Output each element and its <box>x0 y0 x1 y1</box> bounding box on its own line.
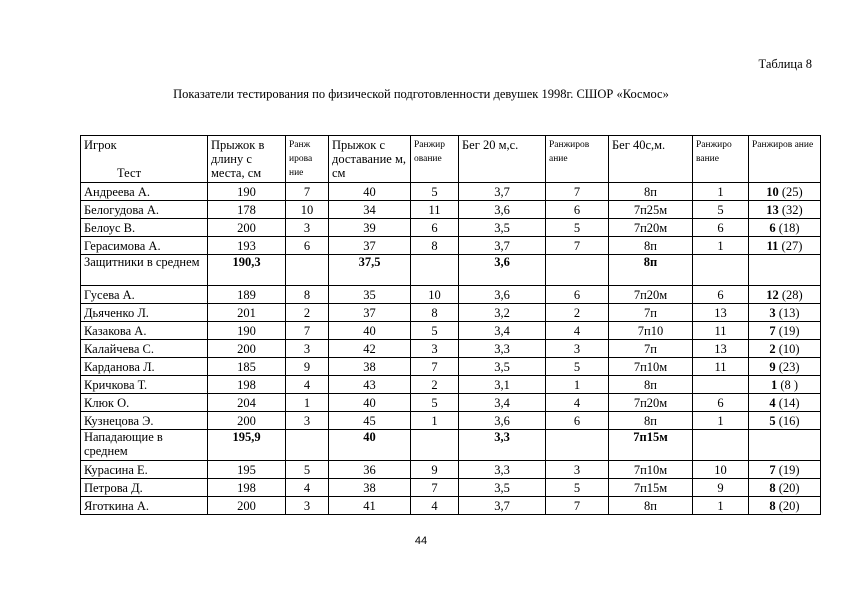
value-cell-c5: 3,2 <box>459 304 546 322</box>
header-rank-long-jump: Ранж ирова ние <box>286 136 329 183</box>
value-cell-c2: 10 <box>286 201 329 219</box>
value-cell-c7: 7п10м <box>609 461 693 479</box>
value-cell-c3: 42 <box>329 340 411 358</box>
value-cell-c3: 41 <box>329 497 411 515</box>
value-cell-c4: 9 <box>411 461 459 479</box>
value-cell-c2: 3 <box>286 340 329 358</box>
value-cell-c3: 37 <box>329 304 411 322</box>
table-row <box>81 412 821 430</box>
value-cell-c7: 7п15м <box>609 430 693 461</box>
value-cell-c1: 200 <box>208 340 286 358</box>
value-cell-c6: 7 <box>546 497 609 515</box>
value-cell-c5: 3,6 <box>459 201 546 219</box>
value-cell-c5: 3,7 <box>459 183 546 201</box>
table-row <box>81 237 821 255</box>
value-cell-c3: 45 <box>329 412 411 430</box>
value-cell-c6: 6 <box>546 286 609 304</box>
value-cell-c7: 8п <box>609 183 693 201</box>
value-cell-c6 <box>546 430 609 461</box>
value-cell-c5: 3,4 <box>459 322 546 340</box>
value-cell-c7: 7п20м <box>609 286 693 304</box>
player-name-cell: Петрова Д. <box>81 479 208 497</box>
total-rank-sum: (18) <box>778 220 800 235</box>
table-row <box>81 286 821 304</box>
value-cell-c1: 204 <box>208 394 286 412</box>
value-cell-c2: 7 <box>286 322 329 340</box>
player-name-cell: Калайчева С. <box>81 340 208 358</box>
value-cell-c2: 4 <box>286 376 329 394</box>
value-cell-c6: 6 <box>546 412 609 430</box>
total-rank-sum: (28) <box>781 287 803 302</box>
value-cell-c7: 7п15м <box>609 479 693 497</box>
value-cell-c3: 37,5 <box>329 255 411 286</box>
total-rank-place: 2 <box>769 341 776 356</box>
value-cell-c5: 3,7 <box>459 237 546 255</box>
value-cell-c6: 6 <box>546 201 609 219</box>
value-cell-c3: 40 <box>329 183 411 201</box>
total-rank-cell <box>749 497 821 515</box>
value-cell-c1: 200 <box>208 412 286 430</box>
total-rank-place: 8 <box>769 480 776 495</box>
total-rank-place: 7 <box>769 462 776 477</box>
total-rank-sum: (8 ) <box>780 377 799 392</box>
table-row <box>81 479 821 497</box>
value-cell-c1: 200 <box>208 497 286 515</box>
page-number: 44 <box>414 535 428 547</box>
player-name-cell: Казакова А. <box>81 322 208 340</box>
value-cell-c4: 7 <box>411 358 459 376</box>
value-cell-c3: 35 <box>329 286 411 304</box>
value-cell-c4: 3 <box>411 340 459 358</box>
value-cell-c1: 198 <box>208 479 286 497</box>
value-cell-c7: 8п <box>609 497 693 515</box>
header-rank-run-40s: Ранжиро вание <box>693 136 749 183</box>
value-cell-c1: 195 <box>208 461 286 479</box>
value-cell-c8: 13 <box>693 340 749 358</box>
player-name-cell: Кричкова Т. <box>81 376 208 394</box>
player-name-cell: Гусева А. <box>81 286 208 304</box>
header-run-40s: Бег 40с,м. <box>609 136 693 183</box>
total-rank-cell <box>749 201 821 219</box>
total-rank-cell <box>749 286 821 304</box>
value-cell-c4: 5 <box>411 183 459 201</box>
total-rank-cell <box>749 430 821 461</box>
table-label: Таблица 8 <box>758 57 812 71</box>
player-name-cell: Дьяченко Л. <box>81 304 208 322</box>
total-rank-place: 5 <box>769 413 776 428</box>
player-name-cell: Герасимова А. <box>81 237 208 255</box>
total-rank-cell <box>749 376 821 394</box>
player-name-cell: Карданова Л. <box>81 358 208 376</box>
value-cell-c6: 7 <box>546 237 609 255</box>
value-cell-c4: 11 <box>411 201 459 219</box>
average-row <box>81 255 821 286</box>
value-cell-c2: 3 <box>286 219 329 237</box>
total-rank-place: 7 <box>769 323 776 338</box>
total-rank-cell <box>749 219 821 237</box>
table-row <box>81 322 821 340</box>
value-cell-c2: 1 <box>286 394 329 412</box>
value-cell-c4: 8 <box>411 304 459 322</box>
value-cell-c3: 40 <box>329 322 411 340</box>
total-rank-cell <box>749 304 821 322</box>
value-cell-c7: 7п10м <box>609 358 693 376</box>
table-row <box>81 304 821 322</box>
value-cell-c7: 7п <box>609 340 693 358</box>
total-rank-place: 4 <box>769 395 776 410</box>
value-cell-c1: 178 <box>208 201 286 219</box>
value-cell-c6: 5 <box>546 219 609 237</box>
player-name-cell: Белоус В. <box>81 219 208 237</box>
average-row <box>81 430 821 461</box>
value-cell-c7: 7п20м <box>609 219 693 237</box>
value-cell-c8: 13 <box>693 304 749 322</box>
value-cell-c2 <box>286 430 329 461</box>
value-cell-c7: 7п <box>609 304 693 322</box>
value-cell-c6: 5 <box>546 479 609 497</box>
value-cell-c2: 4 <box>286 479 329 497</box>
value-cell-c1: 189 <box>208 286 286 304</box>
value-cell-c3: 40 <box>329 394 411 412</box>
total-rank-sum: (13) <box>778 305 800 320</box>
results-table <box>80 135 821 515</box>
value-cell-c4 <box>411 430 459 461</box>
value-cell-c4: 10 <box>411 286 459 304</box>
document-title: Показатели тестирования по физической подготовленности девушек 1998г. СШОР «Космос» <box>173 87 669 101</box>
value-cell-c8: 1 <box>693 237 749 255</box>
value-cell-c6 <box>546 255 609 286</box>
value-cell-c7: 7п20м <box>609 394 693 412</box>
table-row <box>81 497 821 515</box>
value-cell-c8 <box>693 255 749 286</box>
total-rank-place: 12 <box>766 287 779 302</box>
value-cell-c1: 190,3 <box>208 255 286 286</box>
value-cell-c8 <box>693 376 749 394</box>
total-rank-cell <box>749 358 821 376</box>
header-test: Тест <box>117 166 142 180</box>
value-cell-c1: 190 <box>208 322 286 340</box>
value-cell-c8: 9 <box>693 479 749 497</box>
table-row <box>81 358 821 376</box>
total-rank-sum: (23) <box>778 359 800 374</box>
value-cell-c2: 8 <box>286 286 329 304</box>
value-cell-c5: 3,6 <box>459 255 546 286</box>
value-cell-c4: 5 <box>411 394 459 412</box>
player-name-cell: Белогудова А. <box>81 201 208 219</box>
value-cell-c1: 185 <box>208 358 286 376</box>
total-rank-cell <box>749 237 821 255</box>
table-row <box>81 461 821 479</box>
value-cell-c5: 3,5 <box>459 358 546 376</box>
value-cell-c4: 8 <box>411 237 459 255</box>
value-cell-c8: 1 <box>693 412 749 430</box>
value-cell-c7: 7п25м <box>609 201 693 219</box>
value-cell-c3: 37 <box>329 237 411 255</box>
value-cell-c8: 6 <box>693 286 749 304</box>
value-cell-c6: 4 <box>546 394 609 412</box>
total-rank-place: 10 <box>766 184 779 199</box>
total-rank-sum: (19) <box>778 462 800 477</box>
value-cell-c5: 3,3 <box>459 340 546 358</box>
total-rank-place: 13 <box>766 202 779 217</box>
value-cell-c6: 2 <box>546 304 609 322</box>
value-cell-c4: 5 <box>411 322 459 340</box>
value-cell-c7: 7п10 <box>609 322 693 340</box>
total-rank-sum: (25) <box>781 184 803 199</box>
player-name-cell: Кузнецова Э. <box>81 412 208 430</box>
value-cell-c3: 34 <box>329 201 411 219</box>
value-cell-c1: 200 <box>208 219 286 237</box>
value-cell-c7: 8п <box>609 255 693 286</box>
value-cell-c8: 11 <box>693 322 749 340</box>
value-cell-c1: 193 <box>208 237 286 255</box>
table-row <box>81 340 821 358</box>
header-player: Игрок <box>84 138 117 152</box>
player-name-cell: Нападающие в среднем <box>81 430 208 461</box>
total-rank-place: 3 <box>769 305 776 320</box>
header-long-jump: Прыжок в длину с места, см <box>208 136 286 183</box>
total-rank-cell <box>749 394 821 412</box>
total-rank-place: 11 <box>766 238 779 253</box>
value-cell-c6: 5 <box>546 358 609 376</box>
total-rank-cell <box>749 322 821 340</box>
value-cell-c4: 1 <box>411 412 459 430</box>
value-cell-c8 <box>693 430 749 461</box>
value-cell-c1: 198 <box>208 376 286 394</box>
value-cell-c8: 11 <box>693 358 749 376</box>
value-cell-c3: 36 <box>329 461 411 479</box>
value-cell-c4: 7 <box>411 479 459 497</box>
header-total-rank: Ранжиров ание <box>749 136 821 183</box>
value-cell-c1: 201 <box>208 304 286 322</box>
total-rank-cell <box>749 183 821 201</box>
total-rank-place: 9 <box>769 359 776 374</box>
player-name-cell: Яготкина А. <box>81 497 208 515</box>
value-cell-c8: 6 <box>693 219 749 237</box>
player-name-cell: Клюк О. <box>81 394 208 412</box>
value-cell-c7: 8п <box>609 412 693 430</box>
header-reach-jump: Прыжок с доставание м, см <box>329 136 411 183</box>
header-run-20m: Бег 20 м,с. <box>459 136 546 183</box>
value-cell-c2: 9 <box>286 358 329 376</box>
value-cell-c5: 3,1 <box>459 376 546 394</box>
total-rank-sum: (20) <box>778 480 800 495</box>
value-cell-c6: 7 <box>546 183 609 201</box>
total-rank-sum: (16) <box>778 413 800 428</box>
player-name-cell: Андреева А. <box>81 183 208 201</box>
value-cell-c5: 3,5 <box>459 479 546 497</box>
value-cell-c3: 43 <box>329 376 411 394</box>
value-cell-c8: 1 <box>693 183 749 201</box>
value-cell-c6: 3 <box>546 340 609 358</box>
value-cell-c5: 3,3 <box>459 461 546 479</box>
value-cell-c6: 4 <box>546 322 609 340</box>
value-cell-c2: 6 <box>286 237 329 255</box>
table-row <box>81 183 821 201</box>
value-cell-c3: 40 <box>329 430 411 461</box>
value-cell-c2: 5 <box>286 461 329 479</box>
value-cell-c4: 4 <box>411 497 459 515</box>
value-cell-c5: 3,6 <box>459 412 546 430</box>
total-rank-sum: (27) <box>781 238 803 253</box>
value-cell-c7: 8п <box>609 376 693 394</box>
value-cell-c5: 3,5 <box>459 219 546 237</box>
total-rank-place: 6 <box>769 220 776 235</box>
table-row <box>81 219 821 237</box>
value-cell-c6: 1 <box>546 376 609 394</box>
total-rank-cell <box>749 340 821 358</box>
value-cell-c7: 8п <box>609 237 693 255</box>
value-cell-c2: 2 <box>286 304 329 322</box>
value-cell-c4: 2 <box>411 376 459 394</box>
value-cell-c8: 1 <box>693 497 749 515</box>
table-row <box>81 201 821 219</box>
value-cell-c2: 3 <box>286 412 329 430</box>
total-rank-cell <box>749 479 821 497</box>
value-cell-c6: 3 <box>546 461 609 479</box>
value-cell-c8: 10 <box>693 461 749 479</box>
total-rank-place: 8 <box>769 498 776 513</box>
header-rank-run-20m: Ранжиров ание <box>546 136 609 183</box>
table-row <box>81 376 821 394</box>
value-cell-c5: 3,6 <box>459 286 546 304</box>
value-cell-c1: 190 <box>208 183 286 201</box>
value-cell-c3: 39 <box>329 219 411 237</box>
table-body <box>81 183 821 515</box>
value-cell-c1: 195,9 <box>208 430 286 461</box>
total-rank-sum: (14) <box>778 395 800 410</box>
value-cell-c2: 7 <box>286 183 329 201</box>
total-rank-sum: (32) <box>781 202 803 217</box>
player-name-cell: Защитники в среднем <box>81 255 208 286</box>
value-cell-c8: 6 <box>693 394 749 412</box>
table-row <box>81 394 821 412</box>
total-rank-cell <box>749 255 821 286</box>
value-cell-c2: 3 <box>286 497 329 515</box>
value-cell-c2 <box>286 255 329 286</box>
value-cell-c8: 5 <box>693 201 749 219</box>
total-rank-sum: (20) <box>778 498 800 513</box>
total-rank-sum: (10) <box>778 341 800 356</box>
value-cell-c3: 38 <box>329 479 411 497</box>
total-rank-cell <box>749 461 821 479</box>
value-cell-c3: 38 <box>329 358 411 376</box>
value-cell-c5: 3,3 <box>459 430 546 461</box>
value-cell-c5: 3,4 <box>459 394 546 412</box>
player-name-cell: Курасина Е. <box>81 461 208 479</box>
value-cell-c5: 3,7 <box>459 497 546 515</box>
header-rank-reach-jump: Ранжир ование <box>411 136 459 183</box>
total-rank-place: 1 <box>770 377 778 392</box>
total-rank-sum: (19) <box>778 323 800 338</box>
header-player-test <box>81 136 208 183</box>
value-cell-c4 <box>411 255 459 286</box>
table-header-row <box>81 136 821 183</box>
total-rank-cell <box>749 412 821 430</box>
value-cell-c4: 6 <box>411 219 459 237</box>
